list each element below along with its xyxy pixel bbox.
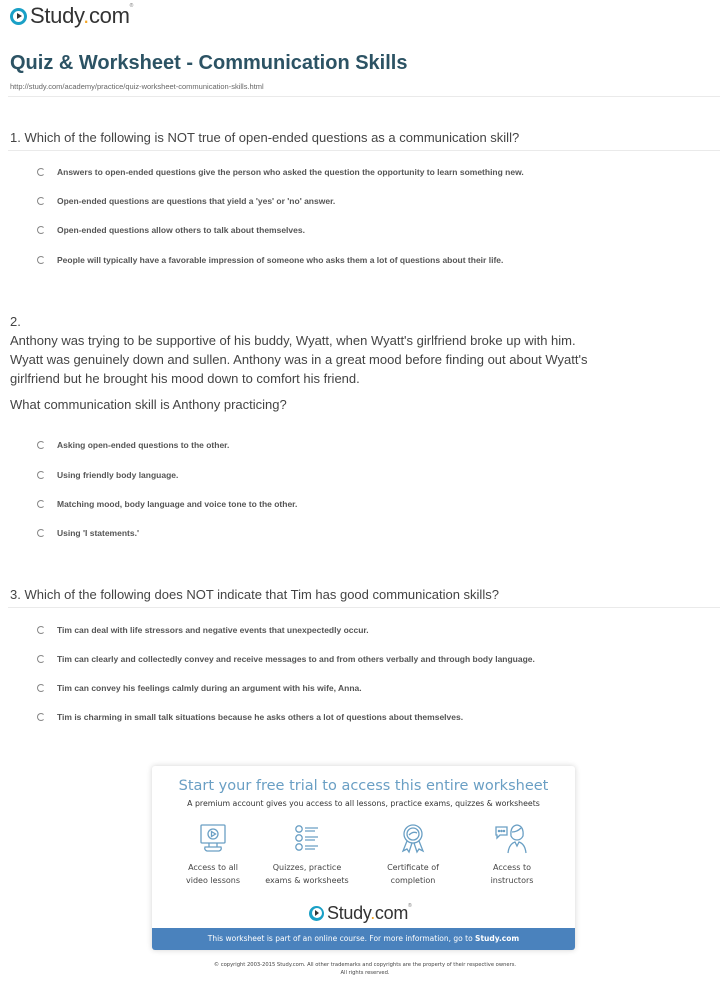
- promo-subtitle: A premium account gives you access to all lessons, practice exams, quizzes & worksheets: [187, 799, 540, 808]
- promo-title[interactable]: Start your free trial to access this entire worksheet: [178, 778, 549, 794]
- radio-button-icon[interactable]: [37, 168, 45, 176]
- radio-button-icon[interactable]: [37, 500, 45, 508]
- question-1-option-4[interactable]: People will typically have a favorable impression of someone who asks them a lot of questions about their life.: [37, 253, 503, 267]
- radio-button-icon[interactable]: [37, 471, 45, 479]
- copyright: © copyright 2003-2015 Study.com. All other trademarks and copyrights are the property of their respective owners. All rights reserved.: [213, 962, 517, 976]
- question-1-option-3[interactable]: Open-ended questions allow others to talk about themselves.: [37, 223, 305, 237]
- question-3-option-4[interactable]: Tim is charming in small talk situations because he asks others a lot of questions about themselves.: [37, 710, 463, 724]
- radio-button-icon[interactable]: [37, 713, 45, 721]
- free-trial-promo: [152, 766, 575, 950]
- radio-button-icon[interactable]: [37, 226, 45, 234]
- study-logo[interactable]: [10, 4, 133, 28]
- instructor-icon: [495, 824, 529, 854]
- question-2-option-4[interactable]: Using 'I statements.': [37, 526, 139, 540]
- play-circle-icon: [10, 8, 27, 25]
- question-2-text: What communication skill is Anthony practicing?: [10, 397, 287, 412]
- question-3-option-1[interactable]: Tim can deal with life stressors and negative events that unexpectedly occur.: [37, 623, 369, 637]
- question-1-option-1[interactable]: Answers to open-ended questions give the person who asked the question the opportunity to learn something new.: [37, 165, 524, 179]
- radio-button-icon[interactable]: [37, 655, 45, 663]
- study-link[interactable]: Study.com: [475, 934, 520, 943]
- divider: [8, 607, 720, 608]
- feature-instructors: Access to instructors: [462, 824, 562, 887]
- divider: [8, 150, 720, 151]
- page-title: Quiz & Worksheet - Communication Skills: [10, 52, 408, 74]
- radio-button-icon[interactable]: [37, 256, 45, 264]
- question-2-option-2[interactable]: Using friendly body language.: [37, 468, 178, 482]
- study-logo-promo[interactable]: [309, 902, 411, 924]
- radio-button-icon[interactable]: [37, 684, 45, 692]
- feature-certificate: Certificate of completion: [363, 824, 463, 887]
- question-3-text: 3. Which of the following does NOT indicate that Tim has good communication skills?: [10, 587, 499, 602]
- divider: [8, 96, 720, 97]
- question-2-option-3[interactable]: Matching mood, body language and voice tone to the other.: [37, 497, 297, 511]
- question-3-option-2[interactable]: Tim can clearly and collectedly convey and receive messages to and from others verbally and through body language.: [37, 652, 535, 666]
- certificate-icon: [400, 824, 426, 854]
- question-1-option-2[interactable]: Open-ended questions are questions that yield a 'yes' or 'no' answer.: [37, 194, 335, 208]
- feature-quizzes: Quizzes, practice exams & worksheets: [257, 824, 357, 887]
- promo-banner: This worksheet is part of an online course. For more information, go to Study.com: [152, 928, 575, 950]
- question-2-option-1[interactable]: Asking open-ended questions to the other.: [37, 438, 229, 452]
- radio-button-icon[interactable]: [37, 626, 45, 634]
- radio-button-icon[interactable]: [37, 441, 45, 449]
- logo-wordmark: Study.com®: [327, 902, 412, 923]
- quiz-list-icon: [294, 824, 320, 854]
- play-circle-icon: [309, 906, 324, 921]
- feature-video-lessons: Access to all video lessons: [163, 824, 263, 887]
- logo-wordmark: Study.com®: [30, 3, 133, 28]
- radio-button-icon[interactable]: [37, 529, 45, 537]
- question-2-number: 2.: [10, 314, 21, 329]
- question-3-option-3[interactable]: Tim can convey his feelings calmly during an argument with his wife, Anna.: [37, 681, 362, 695]
- question-2-passage: Anthony was trying to be supportive of his buddy, Wyatt, when Wyatt's girlfriend broke up with him. Wyatt was genuinely down and sullen. Anthony was in a great mood before finding out about Wyatt's girlfriend but he brought his mood down to comfort his friend.: [10, 333, 588, 386]
- question-1-text: 1. Which of the following is NOT true of open-ended questions as a communication skill?: [10, 130, 520, 145]
- video-lesson-icon: [200, 824, 226, 854]
- radio-button-icon[interactable]: [37, 197, 45, 205]
- page-url: http://study.com/academy/practice/quiz-worksheet-communication-skills.html: [10, 82, 264, 91]
